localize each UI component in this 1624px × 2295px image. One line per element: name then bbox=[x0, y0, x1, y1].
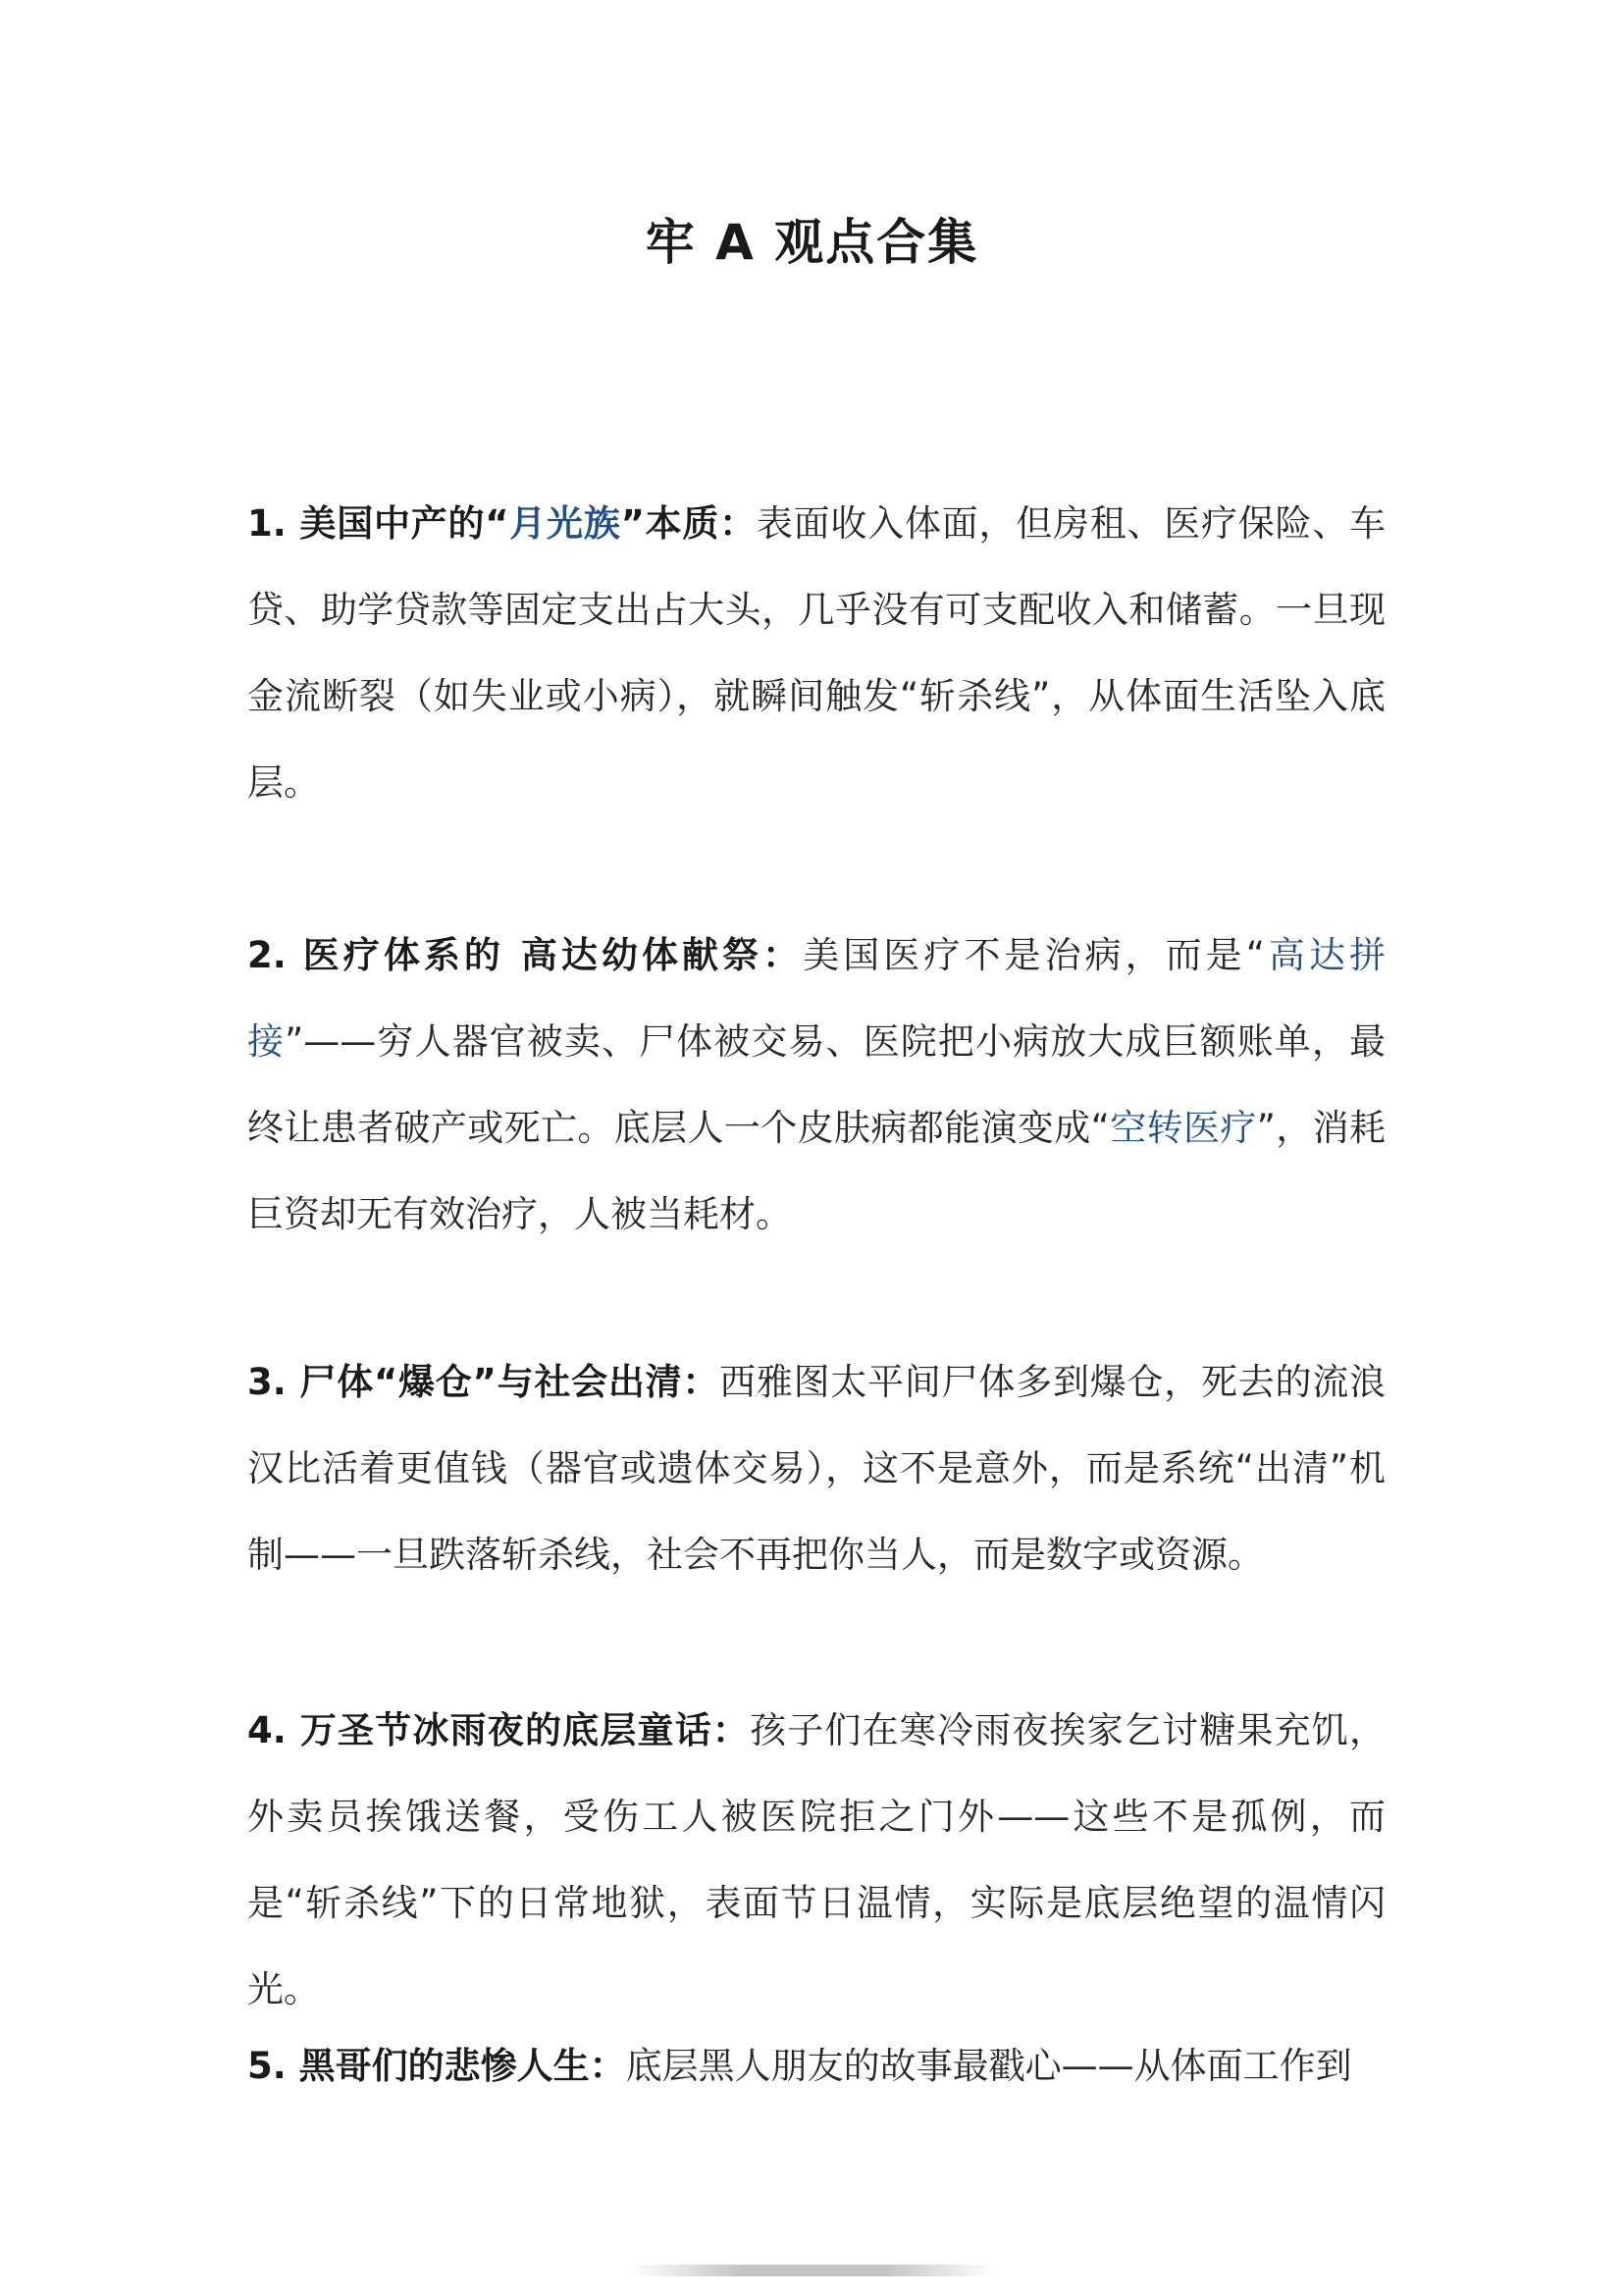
section-2-highlight-term-1: 高达拼接 bbox=[247, 934, 1387, 1063]
section-2-highlight-term-2: 空转医疗 bbox=[1109, 1107, 1257, 1149]
section-1-highlight-term: 月光族 bbox=[508, 502, 621, 545]
section-1-heading-suffix: ”本质： bbox=[620, 502, 757, 545]
section-1-heading bbox=[247, 502, 757, 545]
section-3 bbox=[247, 1339, 1386, 1598]
section-5-heading: 5. 黑哥们的悲惨人生： bbox=[247, 2045, 626, 2087]
section-3-heading: 3. 尸体“爆仓”与社会出清： bbox=[247, 1361, 720, 1403]
section-4-heading: 4. 万圣节冰雨夜的底层童话： bbox=[247, 1709, 751, 1751]
section-1-heading-prefix: 1. 美国中产的“ bbox=[247, 502, 509, 545]
section-5-body: 底层黑人朋友的故事最戳心——从体面工作到 bbox=[625, 2045, 1352, 2087]
section-2-heading: 2. 医疗体系的 高达幼体献祭： bbox=[247, 934, 804, 976]
section-2 bbox=[247, 913, 1386, 1258]
page-title: 牢 A 观点合集 bbox=[645, 214, 979, 271]
horizontal-scroll-indicator[interactable] bbox=[630, 2265, 995, 2276]
section-4-body: 孩子们在寒冷雨夜挨家乞讨糖果充饥，外卖员挨饿送餐，受伤工人被医院拒之门外——这些不是孤例，而是“斩杀线”下的日常地狱，表面节日温情，实际是底层绝望的温情闪光。 bbox=[247, 1709, 1386, 2010]
section-2-body-part-3: ”，消耗巨资却无有效治疗，人被当耗材。 bbox=[247, 1107, 1387, 1235]
section-3-body: 西雅图太平间尸体多到爆仓，死去的流浪汉比活着更值钱（器官或遗体交易），这不是意外，而是系统“出清”机制——一旦跌落斩杀线，社会不再把你当人，而是数字或资源。 bbox=[247, 1361, 1386, 1576]
section-5 bbox=[247, 2023, 1386, 2110]
section-2-body-part-1: 美国医疗不是治病，而是“ bbox=[803, 934, 1265, 976]
section-1 bbox=[247, 481, 1386, 826]
section-4 bbox=[247, 1688, 1386, 2033]
section-2-body-part-2: ”——穷人器官被卖、尸体被交易、医院把小病放大成巨额账单，最终让患者破产或死亡。底层人一个皮肤病都能演变成“ bbox=[247, 1020, 1387, 1149]
section-1-body: 表面收入体面，但房租、医疗保险、车贷、助学贷款等固定支出占大头，几乎没有可支配收入和储蓄。一旦现金流断裂（如失业或小病），就瞬间触发“斩杀线”，从体面生活坠入底层。 bbox=[247, 502, 1387, 804]
